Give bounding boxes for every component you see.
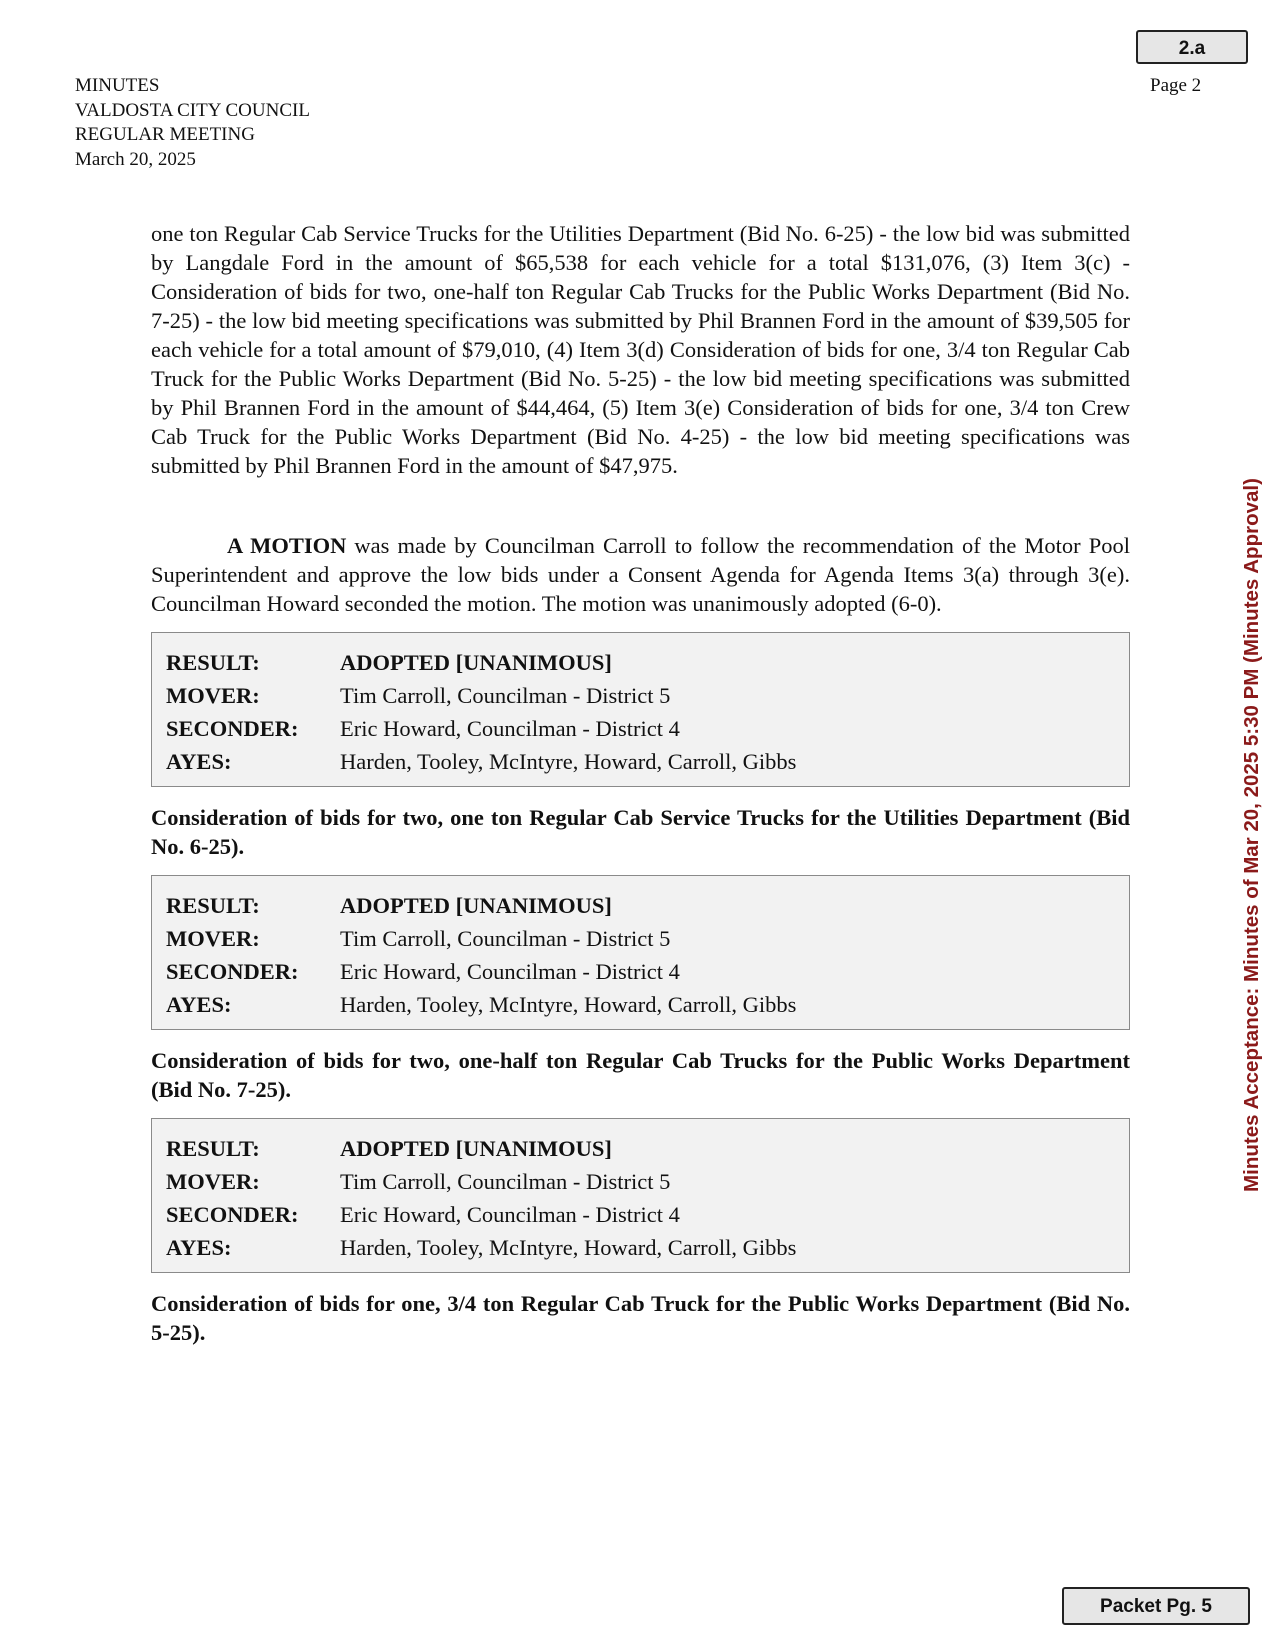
mover-label: MOVER: (166, 926, 260, 951)
minutes-acceptance-stamp (1239, 470, 1265, 1200)
vote-result-box (151, 1118, 1130, 1273)
seconder-value: Eric Howard, Councilman - District 4 (340, 716, 680, 741)
result-value: ADOPTED [UNANIMOUS] (340, 893, 612, 918)
item-heading: Consideration of bids for two, one-half ton Regular Cab Trucks for the Public Works Department (Bid No. 7-25). (151, 1048, 1130, 1102)
vote-seconder-row (166, 712, 1115, 745)
vote-ayes-row (166, 745, 1115, 778)
mover-label: MOVER: (166, 1169, 260, 1194)
ayes-label: AYES: (166, 749, 232, 774)
seconder-value: Eric Howard, Councilman - District 4 (340, 959, 680, 984)
item-heading: Consideration of bids for one, 3/4 ton Regular Cab Truck for the Public Works Department (Bid No. 5-25). (151, 1291, 1130, 1345)
item-heading: Consideration of bids for two, one ton Regular Cab Service Trucks for the Utilities Department (Bid No. 6-25). (151, 805, 1130, 859)
mover-label: MOVER: (166, 683, 260, 708)
document-header (75, 74, 310, 172)
page-number: Page 2 (1150, 75, 1202, 96)
vote-result-row (166, 646, 1115, 679)
vote-result-box (151, 875, 1130, 1030)
vote-result-row (166, 1132, 1115, 1165)
ayes-label: AYES: (166, 1235, 232, 1260)
vote-ayes-row (166, 1231, 1115, 1264)
vote-mover-row (166, 679, 1115, 712)
header-minutes: MINUTES (75, 75, 160, 96)
packet-page-label: Packet Pg. 5 (1062, 1587, 1250, 1625)
result-label: RESULT: (166, 650, 260, 675)
document-body (151, 219, 1130, 1347)
motion-paragraph (151, 531, 1130, 618)
ayes-value: Harden, Tooley, McIntyre, Howard, Carroll, Gibbs (340, 1235, 797, 1260)
vote-ayes-row (166, 988, 1115, 1021)
intro-paragraph: one ton Regular Cab Service Trucks for the Utilities Department (Bid No. 6-25) - the low bid was submitted by Langdale Ford in the amount of $65,538 for each vehicle for a total $131,076, (3) Item 3(c) - Consideration of bids for two, one-half ton Regular Cab Trucks for the Public Works Department (Bid No. 7-25) - the low bid meeting specifications was submitted by Phil Brannen Ford in the amount of $39,505 for each vehicle for a total amount of $79,010, (4) Item 3(d) Consideration of bids for one, 3/4 ton Regular Cab Truck for the Public Works Department (Bid No. 5-25) - the low bid meeting specifications was submitted by Phil Brannen Ford in the amount of $44,464, (5) Item 3(e) Consideration of bids for one, 3/4 ton Crew Cab Truck for the Public Works Department (Bid No. 4-25) - the low bid meeting specifications was submitted by Phil Brannen Ford in the amount of $47,975. (151, 221, 1130, 478)
mover-value: Tim Carroll, Councilman - District 5 (340, 926, 671, 951)
vote-seconder-row (166, 955, 1115, 988)
header-council: VALDOSTA CITY COUNCIL (75, 99, 310, 121)
seconder-label: SECONDER: (166, 1202, 299, 1227)
ayes-label: AYES: (166, 992, 232, 1017)
result-value: ADOPTED [UNANIMOUS] (340, 650, 612, 675)
agenda-tag: 2.a (1136, 30, 1248, 64)
mover-value: Tim Carroll, Councilman - District 5 (340, 1169, 671, 1194)
header-date: March 20, 2025 (75, 148, 196, 170)
header-meeting-type: REGULAR MEETING (75, 124, 255, 145)
seconder-label: SECONDER: (166, 716, 299, 741)
motion-text: was made by Councilman Carroll to follow the recommendation of the Motor Pool Superintendent and approve the low bids under a Consent Agenda for Agenda Items 3(a) through 3(e). Councilman Howard seconded the motion. The motion was unanimously adopted (6-0). (151, 533, 1130, 616)
vote-mover-row (166, 1165, 1115, 1198)
minutes-acceptance-text: Minutes Acceptance: Minutes of Mar 20, 2025 5:30 PM (Minutes Approval) (1240, 478, 1263, 1192)
vote-result-row (166, 889, 1115, 922)
motion-lead: A MOTION (227, 533, 347, 558)
vote-mover-row (166, 922, 1115, 955)
vote-seconder-row (166, 1198, 1115, 1231)
ayes-value: Harden, Tooley, McIntyre, Howard, Carroll, Gibbs (340, 992, 797, 1017)
result-label: RESULT: (166, 1136, 260, 1161)
seconder-label: SECONDER: (166, 959, 299, 984)
ayes-value: Harden, Tooley, McIntyre, Howard, Carroll, Gibbs (340, 749, 797, 774)
mover-value: Tim Carroll, Councilman - District 5 (340, 683, 671, 708)
result-label: RESULT: (166, 893, 260, 918)
result-value: ADOPTED [UNANIMOUS] (340, 1136, 612, 1161)
seconder-value: Eric Howard, Councilman - District 4 (340, 1202, 680, 1227)
vote-result-box (151, 632, 1130, 787)
